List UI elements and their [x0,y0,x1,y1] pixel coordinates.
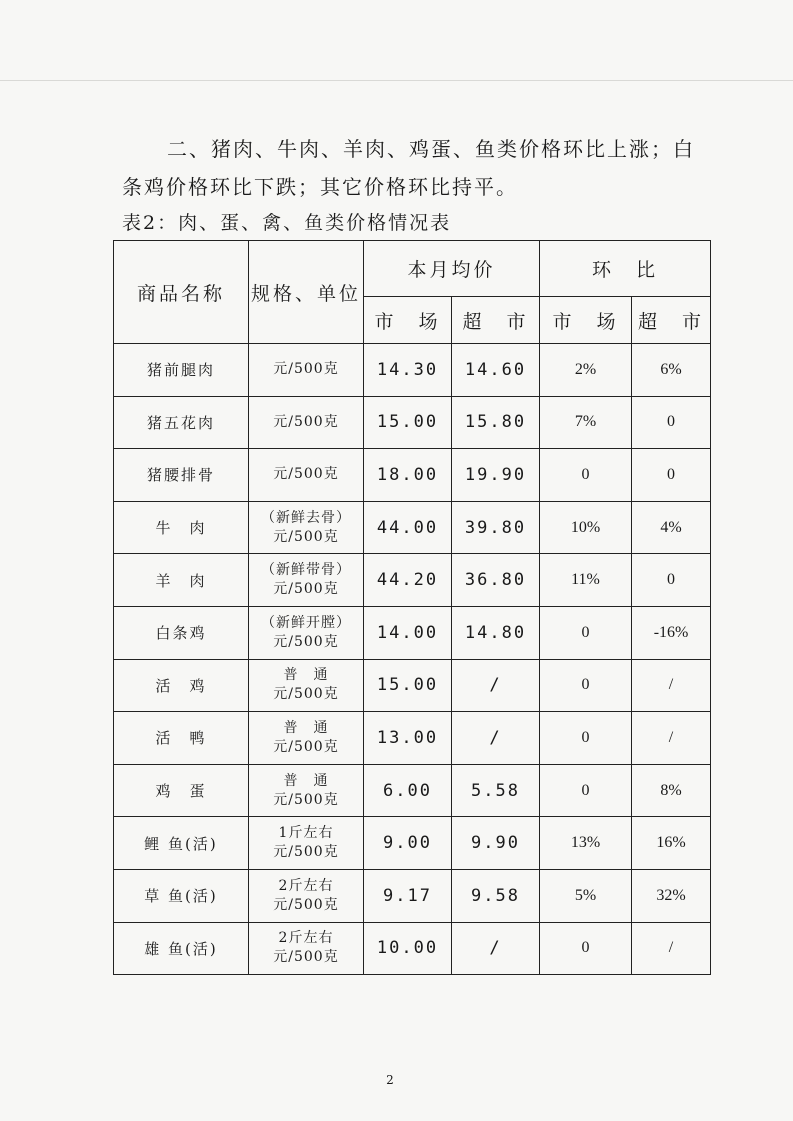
cell-market-price: 10.00 [364,922,452,975]
cell-mom-supermarket: 0 [632,554,711,607]
cell-mom-supermarket: 32% [632,869,711,922]
cell-mom-market: 0 [540,606,632,659]
spec-line-1: （新鲜带骨） [261,562,351,579]
table-row [114,922,711,975]
cell-market-price: 44.00 [364,501,452,554]
spec-line-1: 2斤左右 [278,930,334,947]
header-name: 商品名称 [114,241,249,344]
header-mom-supermarket: 超 市 [632,297,711,344]
cell-market-price: 44.20 [364,554,452,607]
cell-supermarket-price: 9.90 [452,817,540,870]
header-spec: 规格、单位 [249,241,364,344]
cell-market-price: 15.00 [364,659,452,712]
table-row [114,396,711,449]
cell-name: 猪腰排骨 [114,449,249,502]
header-mom-market: 市 场 [540,297,632,344]
cell-market-price: 6.00 [364,764,452,817]
cell-mom-market: 0 [540,712,632,765]
cell-mom-supermarket: / [632,922,711,975]
table-row [114,869,711,922]
cell-mom-market: 10% [540,501,632,554]
table-row [114,501,711,554]
cell-market-price: 9.17 [364,869,452,922]
spec-line-2: 元/500克 [273,791,339,808]
table-caption: 表2：肉、蛋、禽、鱼类价格情况表 [122,212,452,234]
header-avg-price: 本月均价 [364,241,540,297]
spec-line-2: 元/500克 [273,686,339,703]
header-avg-supermarket: 超 市 [452,297,540,344]
cell-mom-supermarket: 0 [632,449,711,502]
cell-market-price: 14.30 [364,344,452,397]
cell-name: 牛 肉 [114,501,249,554]
spec-line-2: 元/500克 [273,949,339,966]
cell-supermarket-price: 15.80 [452,396,540,449]
cell-market-price: 14.00 [364,606,452,659]
cell-market-price: 15.00 [364,396,452,449]
price-table [113,240,711,975]
cell-mom-supermarket: / [632,659,711,712]
spec-line-1: 2斤左右 [278,877,334,894]
table-row [114,659,711,712]
table-body [114,344,711,975]
cell-market-price: 18.00 [364,449,452,502]
paragraph-line-2: 条鸡价格环比下跌；其它价格环比持平。 [122,175,518,199]
cell-spec [249,764,364,817]
cell-supermarket-price: / [452,922,540,975]
cell-name: 活 鸭 [114,712,249,765]
cell-supermarket-price: 14.80 [452,606,540,659]
cell-mom-supermarket: 8% [632,764,711,817]
cell-spec [249,554,364,607]
page-number: 2 [386,1073,394,1087]
cell-name: 雄 鱼(活) [114,922,249,975]
spec-line-1: 普 通 [283,772,329,789]
cell-supermarket-price: 39.80 [452,501,540,554]
cell-mom-supermarket: 6% [632,344,711,397]
cell-supermarket-price: 9.58 [452,869,540,922]
cell-mom-market: 0 [540,764,632,817]
cell-mom-market: 7% [540,396,632,449]
header-avg-market: 市 场 [364,297,452,344]
spec-line-2: 元/500克 [273,738,339,755]
spec-line-2: 元/500克 [273,633,339,650]
cell-mom-market: 13% [540,817,632,870]
table-row [114,712,711,765]
table-row [114,606,711,659]
cell-mom-supermarket: 16% [632,817,711,870]
cell-supermarket-price: 14.60 [452,344,540,397]
paragraph-line-1: 二、猪肉、牛肉、羊肉、鸡蛋、鱼类价格环比上涨；白 [167,137,695,161]
cell-name: 鸡 蛋 [114,764,249,817]
cell-mom-market: 5% [540,869,632,922]
cell-mom-market: 0 [540,922,632,975]
spec-line-1: 1斤左右 [278,825,334,842]
cell-spec [249,501,364,554]
cell-name: 活 鸡 [114,659,249,712]
cell-name: 猪前腿肉 [114,344,249,397]
spec-line-2: 元/500克 [273,581,339,598]
cell-spec [249,449,364,502]
cell-spec [249,659,364,712]
cell-market-price: 13.00 [364,712,452,765]
table-row [114,817,711,870]
spec-line-1: 普 通 [283,667,329,684]
cell-mom-market: 0 [540,659,632,712]
cell-name: 草 鱼(活) [114,869,249,922]
cell-name: 羊 肉 [114,554,249,607]
cell-supermarket-price: 19.90 [452,449,540,502]
table-row [114,554,711,607]
cell-mom-market: 2% [540,344,632,397]
spec-line-2: 元/500克 [273,361,339,378]
cell-spec [249,606,364,659]
spec-line-1: （新鲜开膛） [261,614,351,631]
cell-spec [249,712,364,765]
summary-paragraph [122,130,702,206]
cell-mom-supermarket: / [632,712,711,765]
spec-line-2: 元/500克 [273,466,339,483]
cell-supermarket-price: 36.80 [452,554,540,607]
spec-line-2: 元/500克 [273,896,339,913]
cell-supermarket-price: 5.58 [452,764,540,817]
cell-spec [249,817,364,870]
table-row [114,764,711,817]
cell-mom-supermarket: 4% [632,501,711,554]
cell-name: 猪五花肉 [114,396,249,449]
spec-line-2: 元/500克 [273,528,339,545]
cell-mom-market: 11% [540,554,632,607]
header-mom: 环 比 [540,241,711,297]
cell-mom-supermarket: -16% [632,606,711,659]
table-row [114,449,711,502]
cell-supermarket-price: / [452,659,540,712]
cell-supermarket-price: / [452,712,540,765]
cell-name: 白条鸡 [114,606,249,659]
cell-mom-market: 0 [540,449,632,502]
scan-divider [0,80,793,81]
cell-spec [249,344,364,397]
cell-spec [249,922,364,975]
spec-line-2: 元/500克 [273,413,339,430]
spec-line-1: 普 通 [283,719,329,736]
table-row [114,344,711,397]
cell-market-price: 9.00 [364,817,452,870]
spec-line-1: （新鲜去骨） [261,509,351,526]
spec-line-2: 元/500克 [273,844,339,861]
cell-name: 鲤 鱼(活) [114,817,249,870]
cell-spec [249,869,364,922]
cell-spec [249,396,364,449]
cell-mom-supermarket: 0 [632,396,711,449]
